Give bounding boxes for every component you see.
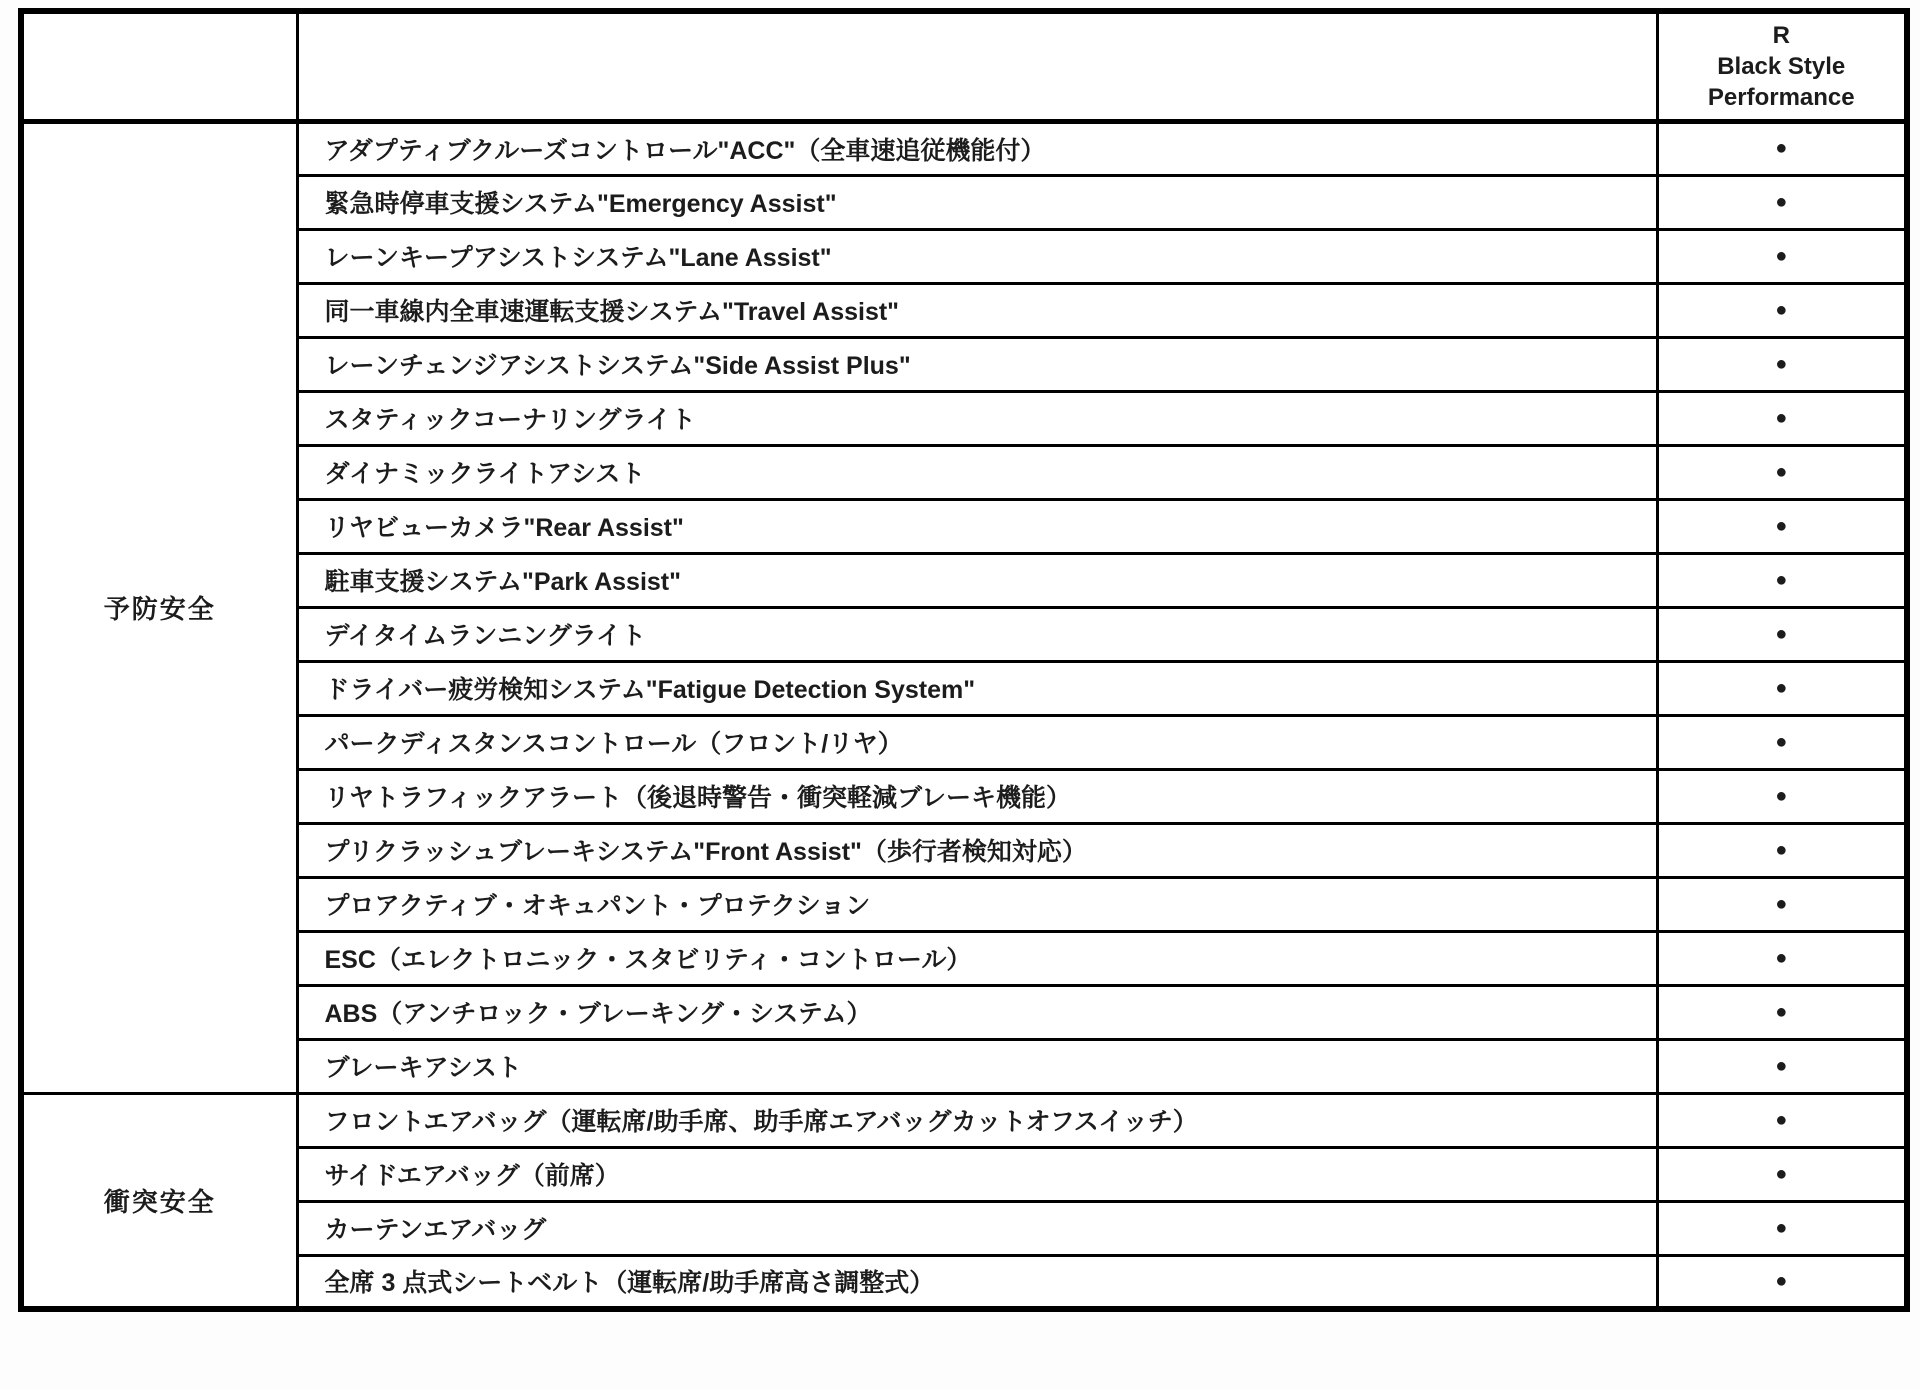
- feature-label: サイドエアバッグ（前席）: [297, 1147, 1657, 1201]
- feature-label: 全席 3 点式シートベルト（運転席/助手席高さ調整式）: [297, 1255, 1657, 1309]
- table-row: [21, 931, 1907, 985]
- feature-label: 同一車線内全車速運転支援システム"Travel Assist": [297, 283, 1657, 337]
- feature-label: ABS（アンチロック・ブレーキング・システム）: [297, 985, 1657, 1039]
- standard-equipment-dot: ●: [1657, 769, 1907, 823]
- feature-label: フロントエアバッグ（運転席/助手席、助手席エアバッグカットオフスイッチ）: [297, 1093, 1657, 1147]
- table-row: [21, 337, 1907, 391]
- feature-label: プリクラッシュブレーキシステム"Front Assist"（歩行者検知対応）: [297, 823, 1657, 877]
- feature-label: デイタイムランニングライト: [297, 607, 1657, 661]
- standard-equipment-dot: ●: [1657, 283, 1907, 337]
- table-row: [21, 229, 1907, 283]
- standard-equipment-dot: ●: [1657, 1147, 1907, 1201]
- table-row: [21, 445, 1907, 499]
- table-row: [21, 607, 1907, 661]
- standard-equipment-dot: ●: [1657, 661, 1907, 715]
- standard-equipment-dot: ●: [1657, 1255, 1907, 1309]
- table-row: [21, 715, 1907, 769]
- table-row: [21, 1147, 1907, 1201]
- table-row: [21, 985, 1907, 1039]
- header-row: [21, 11, 1907, 121]
- standard-equipment-dot: ●: [1657, 175, 1907, 229]
- table-row: [21, 121, 1907, 175]
- grade-name: R: [1772, 21, 1790, 49]
- standard-equipment-dot: ●: [1657, 985, 1907, 1039]
- feature-label: レーンチェンジアシストシステム"Side Assist Plus": [297, 337, 1657, 391]
- table-row: [21, 877, 1907, 931]
- standard-equipment-dot: ●: [1657, 121, 1907, 175]
- standard-equipment-dot: ●: [1657, 391, 1907, 445]
- grade-trim-line-1: Black Style: [1717, 52, 1846, 80]
- table-row: [21, 499, 1907, 553]
- category-cell: 衝突安全: [21, 1093, 297, 1309]
- feature-label: 駐車支援システム"Park Assist": [297, 553, 1657, 607]
- table-row: [21, 1255, 1907, 1309]
- table-row: [21, 391, 1907, 445]
- table-row: [21, 553, 1907, 607]
- feature-label: 緊急時停車支援システム"Emergency Assist": [297, 175, 1657, 229]
- standard-equipment-dot: ●: [1657, 1201, 1907, 1255]
- standard-equipment-dot: ●: [1657, 715, 1907, 769]
- table-row: [21, 283, 1907, 337]
- standard-equipment-dot: ●: [1657, 337, 1907, 391]
- feature-label: リヤビューカメラ"Rear Assist": [297, 499, 1657, 553]
- feature-label: リヤトラフィックアラート（後退時警告・衝突軽減ブレーキ機能）: [297, 769, 1657, 823]
- standard-equipment-dot: ●: [1657, 931, 1907, 985]
- standard-equipment-dot: ●: [1657, 607, 1907, 661]
- feature-label: スタティックコーナリングライト: [297, 391, 1657, 445]
- category-cell: 予防安全: [21, 121, 297, 1093]
- standard-equipment-dot: ●: [1657, 1039, 1907, 1093]
- feature-label: ドライバー疲労検知システム"Fatigue Detection System": [297, 661, 1657, 715]
- standard-equipment-dot: ●: [1657, 553, 1907, 607]
- header-category-cell: [21, 11, 297, 121]
- table-row: [21, 769, 1907, 823]
- feature-label: ブレーキアシスト: [297, 1039, 1657, 1093]
- feature-label: プロアクティブ・オキュパント・プロテクション: [297, 877, 1657, 931]
- feature-label: カーテンエアバッグ: [297, 1201, 1657, 1255]
- table-row: [21, 661, 1907, 715]
- feature-label: ダイナミックライトアシスト: [297, 445, 1657, 499]
- feature-label: ESC（エレクトロニック・スタビリティ・コントロール）: [297, 931, 1657, 985]
- table-row: [21, 1093, 1907, 1147]
- standard-equipment-dot: ●: [1657, 877, 1907, 931]
- feature-label: パークディスタンスコントロール（フロント/リヤ）: [297, 715, 1657, 769]
- header-feature-cell: [297, 11, 1657, 121]
- standard-equipment-dot: ●: [1657, 1093, 1907, 1147]
- header-grade-cell: [1657, 11, 1907, 121]
- grade-trim-line-2: Performance: [1707, 83, 1855, 111]
- feature-label: アダプティブクルーズコントロール"ACC"（全車速追従機能付）: [297, 121, 1657, 175]
- table-row: [21, 175, 1907, 229]
- table-row: [21, 823, 1907, 877]
- standard-equipment-dot: ●: [1657, 823, 1907, 877]
- table-row: [21, 1201, 1907, 1255]
- spec-table-body: [21, 11, 1907, 1309]
- feature-label: レーンキープアシストシステム"Lane Assist": [297, 229, 1657, 283]
- standard-equipment-dot: ●: [1657, 229, 1907, 283]
- table-row: [21, 1039, 1907, 1093]
- standard-equipment-dot: ●: [1657, 499, 1907, 553]
- safety-spec-table: [18, 8, 1910, 1312]
- standard-equipment-dot: ●: [1657, 445, 1907, 499]
